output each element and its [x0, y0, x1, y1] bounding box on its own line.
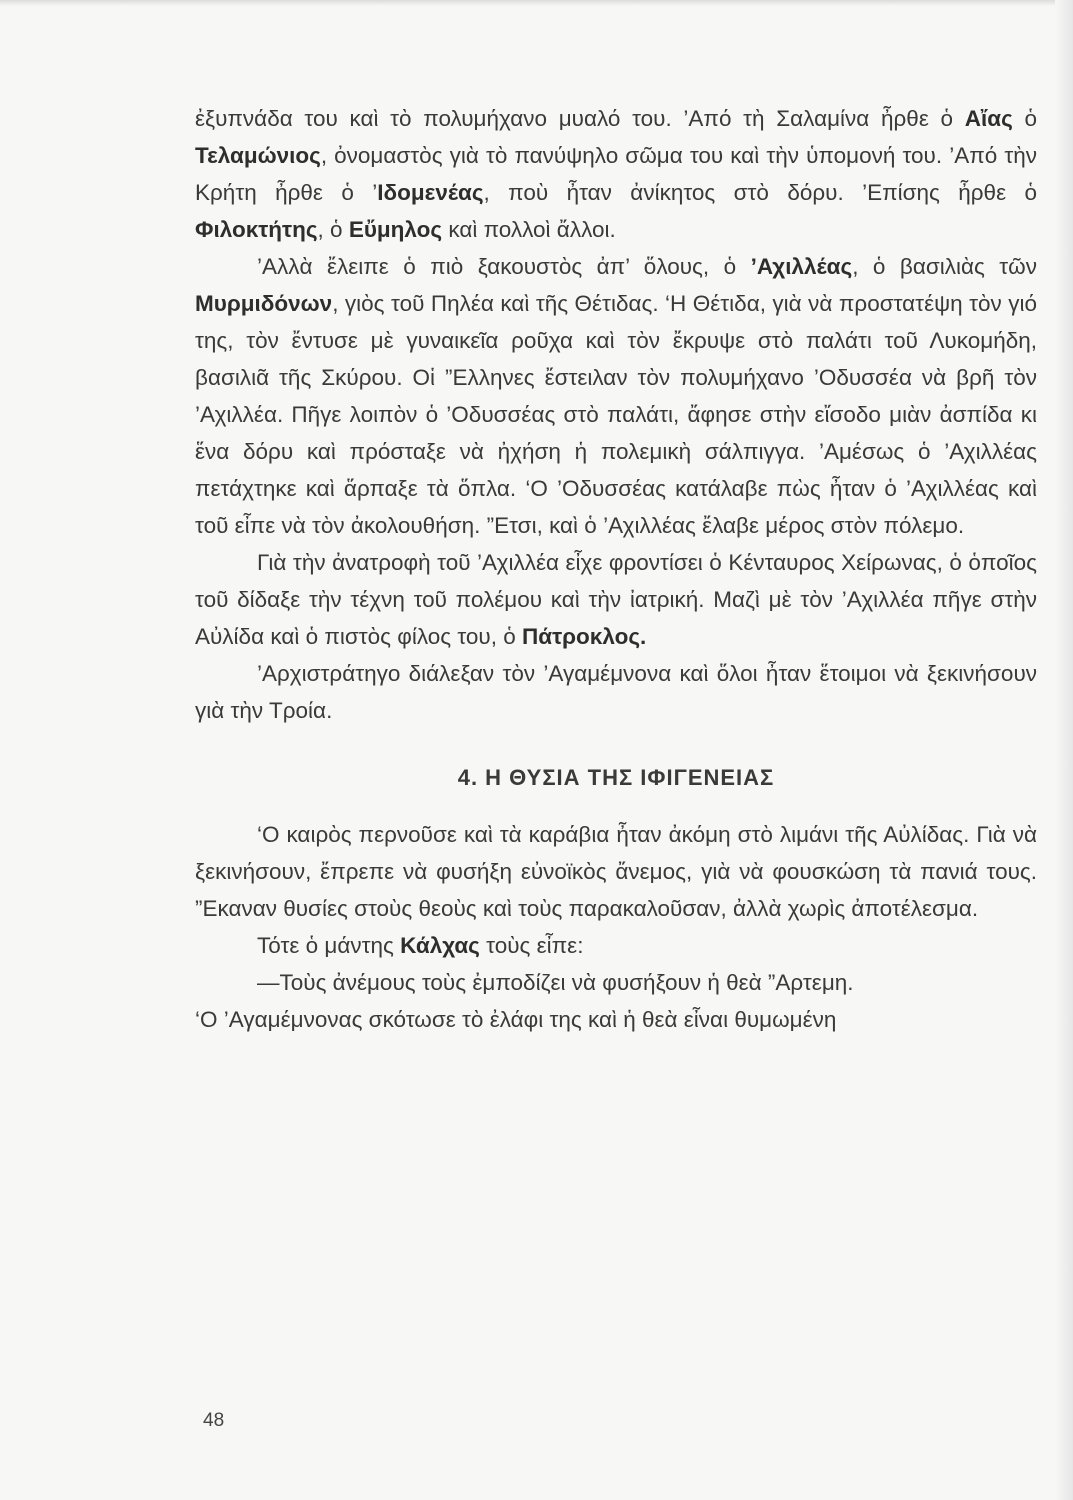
paragraph-3: Γιὰ τὴν ἀνατροφὴ τοῦ ’Αχιλλέα εἶχε φροντίσει ὁ Κένταυρος Χείρωνας, ὁ ὁποῖος τοῦ δίδαξε τὴν τέχνη τοῦ πολέμου καὶ τὴν ἰατρική. Μαζὶ μὲ τὸν ’Αχιλλέα πῆγε στὴν Αὐλίδα καὶ ὁ πιστὸς φίλος του, ὁ Πάτροκλος.: [195, 550, 1037, 649]
name-patroklos: Πάτροκλος.: [522, 624, 647, 649]
page-right-edge: [1055, 0, 1073, 1500]
name-myrmidones: Μυρμιδόνων: [195, 291, 333, 316]
page-number: 48: [203, 1410, 225, 1431]
paragraph-5: ‘Ο καιρὸς περνοῦσε καὶ τὰ καράβια ἦταν ἀκόμη στὸ λιμάνι τῆς Αὐλίδας. Γιὰ νὰ ξεκινήσουν, ἔπρεπε νὰ φυσήξη εὐνοϊκὸς ἄνεμος, γιὰ νὰ φουσκώση τὰ πανιά τους. ”Εκαναν θυσίες στοὺς θεοὺς καὶ τοὺς παρακαλοῦσαν, ἀλλὰ χωρὶς ἀποτέλεσμα.: [195, 822, 1037, 921]
paragraph-6: Τότε ὁ μάντης Κάλχας τοὺς εἶπε:: [257, 933, 584, 958]
page-top-edge: [0, 0, 1073, 6]
name-eumelos: Εὔμηλος: [348, 217, 443, 242]
section-heading: 4. Η ΘΥΣΙΑ ΤΗΣ ΙΦΙΓΕΝΕΙΑΣ: [457, 765, 775, 790]
name-aias: Αἴας: [964, 106, 1013, 131]
name-idomeneas: Ιδομενέας: [377, 180, 484, 205]
name-kalchas: Κάλχας: [400, 933, 480, 958]
paragraph-2: ’Αλλὰ ἔλειπε ὁ πιὸ ξακουστὸς ἀπ’ ὅλους, ὁ ’Αχιλλέας, ὁ βασιλιὰς τῶν Μυρμιδόνων, γιὸς τοῦ Πηλέα καὶ τῆς Θέτιδας. ‘Η Θέτιδα, γιὰ νὰ προστατέψη τὸν γιό της, τὸν ἔντυσε μὲ γυναικεῖα ροῦχα καὶ τὸν ἔκρυψε στὸ παλάτι τοῦ Λυκομήδη, βασιλιᾶ τῆς Σκύρου. Οἱ ”Ελληνες ἔστειλαν τὸν πολυμήχανο ’Οδυσσέα νὰ βρῆ τὸν ’Αχιλλέα. Πῆγε λοιπὸν ὁ ’Οδυσσέας στὸ παλάτι, ἄφησε στὴν εἴσοδο μιὰν ἀσπίδα κι ἕνα δόρυ καὶ πρόσταξε νὰ ἠχήση ἡ πολεμικὴ σάλπιγγα. ’Αμέσως ὁ ’Αχιλλέας πετάχτηκε καὶ ἅρπαξε τὰ ὅπλα. ‘Ο ’Οδυσσέας κατάλαβε πὼς ἦταν ὁ ’Αχιλλέας καὶ τοῦ εἶπε νὰ τὸν ἀκολουθήση. ”Ετσι, καὶ ὁ ’Αχιλλέας ἔλαβε μέρος στὸν πόλεμο.: [195, 254, 1037, 538]
paragraph-1: ἐξυπνάδα του καὶ τὸ πολυμήχανο μυαλό του. ’Από τὴ Σαλαμίνα ἦρθε ὁ Αἴας ὁ Τελαμώνιος, ὀνομαστὸς γιὰ τὸ πανύψηλο σῶμα του καὶ τὴν ὑπομονή του. ’Από τὴν Κρήτη ἦρθε ὁ ’Ιδομενέας, ποὺ ἦταν ἀνίκητος στὸ δόρυ. ’Επίσης ἦρθε ὁ Φιλοκτήτης, ὁ Εὔμηλος καὶ πολλοὶ ἄλλοι.: [195, 106, 1038, 242]
paragraph-7: —Τοὺς ἀνέμους τοὺς ἐμποδίζει νὰ φυσήξουν ἡ θεὰ ”Αρτεμη.: [257, 970, 854, 995]
body-text: [195, 100, 1037, 1038]
name-telamonios: Τελαμώνιος: [195, 143, 321, 168]
paragraph-8: ‘Ο ’Αγαμέμνονας σκότωσε τὸ ἐλάφι της καὶ ἡ θεὰ εἶναι θυμωμένη: [195, 1007, 837, 1032]
name-philoktitis: Φιλοκτήτης: [195, 217, 318, 242]
name-achilleas: ’Αχιλλέας: [750, 254, 853, 279]
paragraph-4: ’Αρχιστράτηγο διάλεξαν τὸν ’Αγαμέμνονα καὶ ὅλοι ἦταν ἕτοιμοι νὰ ξεκινήσουν γιὰ τὴν Τροία.: [195, 661, 1037, 723]
